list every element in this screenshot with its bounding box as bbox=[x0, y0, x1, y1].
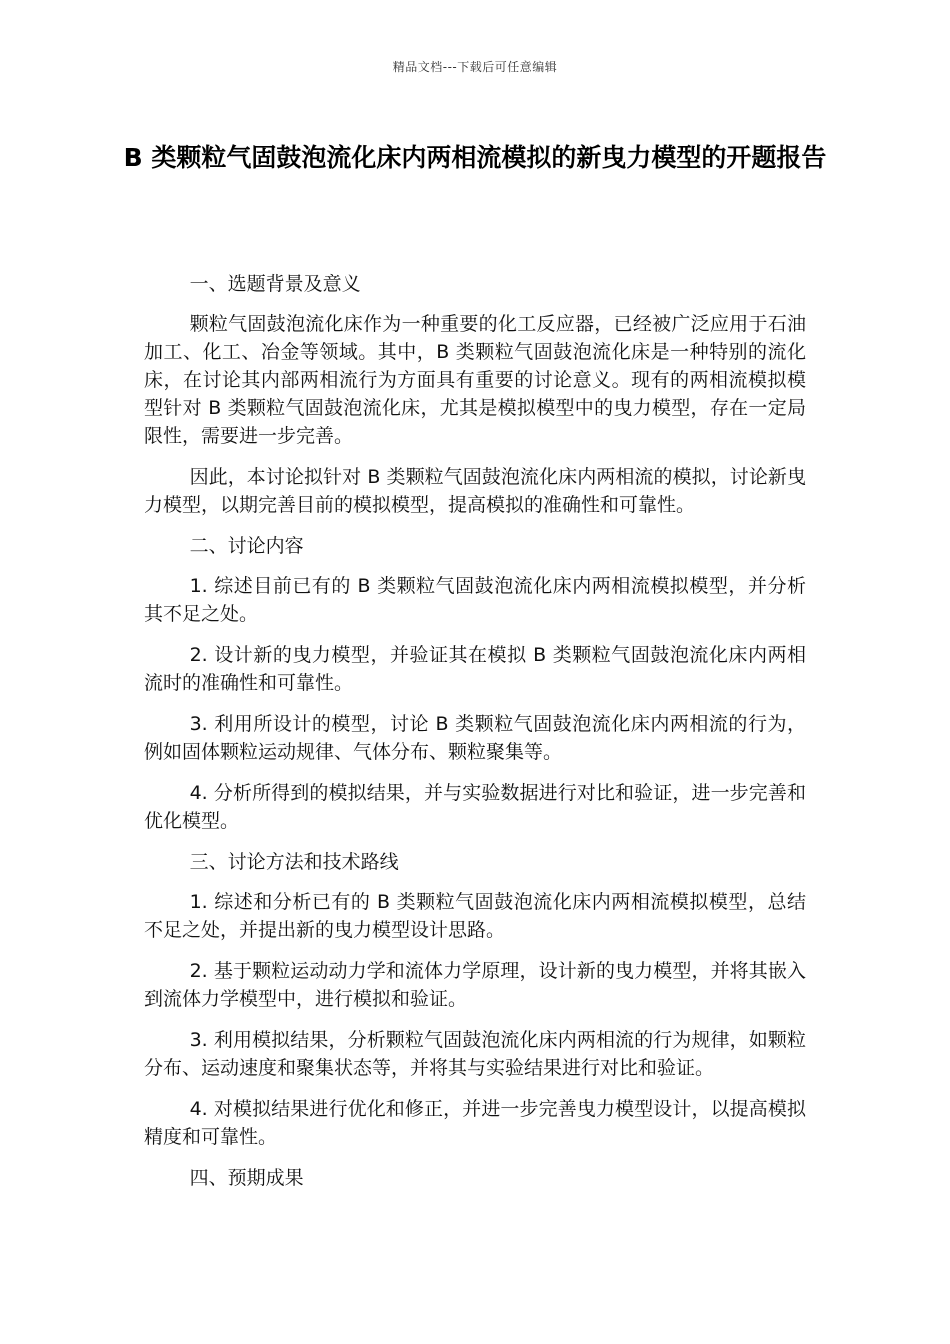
paragraph: 因此，本讨论拟针对 B 类颗粒气固鼓泡流化床内两相流的模拟，讨论新曳力模型，以期完善目前的模拟模型，提高模拟的准确性和可靠性。 bbox=[144, 466, 806, 516]
header-note: 精品文档---下载后可任意编辑 bbox=[392, 60, 558, 74]
section-heading: 四、预期成果 bbox=[189, 1167, 304, 1189]
section-heading: 三、讨论方法和技术路线 bbox=[189, 851, 399, 873]
section-heading: 一、选题背景及意义 bbox=[189, 273, 361, 295]
list-item: 3. 利用所设计的模型，讨论 B 类颗粒气固鼓泡流化床内两相流的行为，例如固体颗粒运动规律、气体分布、颗粒聚集等。 bbox=[144, 713, 806, 763]
paragraph: 颗粒气固鼓泡流化床作为一种重要的化工反应器，已经被广泛应用于石油加工、化工、冶金等领域。其中，B 类颗粒气固鼓泡流化床是一种特别的流化床，在讨论其内部两相流行为方面具有重要的讨论意义。现有的两相流模拟模型针对 B 类颗粒气固鼓泡流化床，尤其是模拟模型中的曳力模型，存在一定局限性，需要进一步完善。 bbox=[144, 313, 806, 447]
list-item: 4. 对模拟结果进行优化和修正，并进一步完善曳力模型设计，以提高模拟精度和可靠性。 bbox=[144, 1098, 806, 1148]
list-item: 3. 利用模拟结果，分析颗粒气固鼓泡流化床内两相流的行为规律，如颗粒分布、运动速度和聚集状态等，并将其与实验结果进行对比和验证。 bbox=[144, 1029, 806, 1079]
list-item: 1. 综述目前已有的 B 类颗粒气固鼓泡流化床内两相流模拟模型，并分析其不足之处。 bbox=[144, 575, 806, 625]
list-item: 2. 设计新的曳力模型，并验证其在模拟 B 类颗粒气固鼓泡流化床内两相流时的准确性和可靠性。 bbox=[144, 644, 806, 694]
section-heading: 二、讨论内容 bbox=[189, 535, 304, 557]
document-body bbox=[144, 270, 806, 1204]
list-item: 4. 分析所得到的模拟结果，并与实验数据进行对比和验证，进一步完善和优化模型。 bbox=[144, 782, 806, 832]
document-title: B 类颗粒气固鼓泡流化床内两相流模拟的新曳力模型的开题报告 bbox=[123, 143, 827, 172]
list-item: 2. 基于颗粒运动动力学和流体力学原理，设计新的曳力模型，并将其嵌入到流体力学模型中，进行模拟和验证。 bbox=[144, 960, 806, 1010]
list-item: 1. 综述和分析已有的 B 类颗粒气固鼓泡流化床内两相流模拟模型，总结不足之处，并提出新的曳力模型设计思路。 bbox=[144, 891, 806, 941]
